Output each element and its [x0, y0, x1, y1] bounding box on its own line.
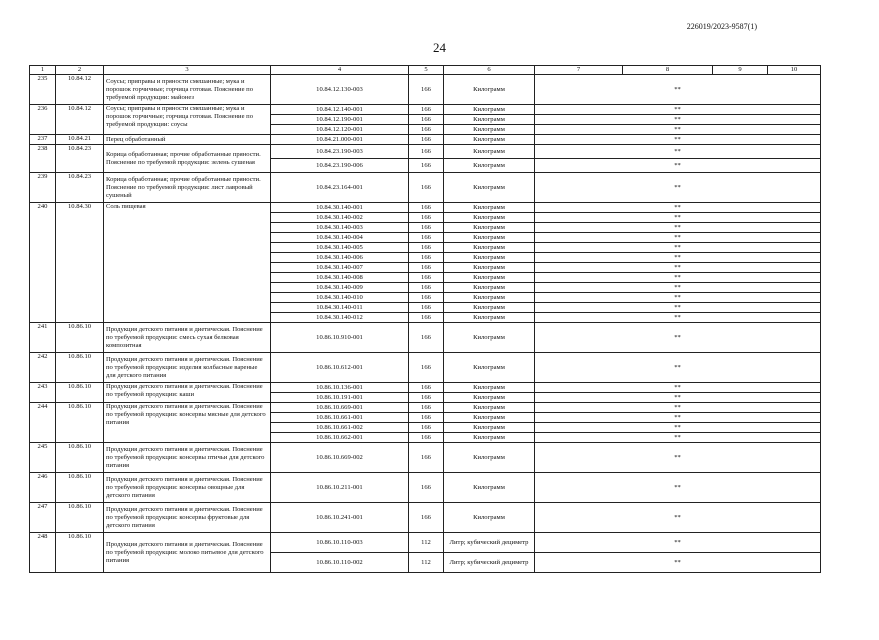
mark-cell: ** — [535, 553, 821, 573]
okei-code: 166 — [409, 159, 444, 173]
ktru-code: 10.84.30.140-003 — [271, 223, 409, 233]
product-description: Продукция детского питания и диетическая. Пояснение по требуемой продукции: каши — [104, 383, 271, 403]
product-description: Соль пищевая — [104, 203, 271, 323]
unit-name: Килограмм — [444, 213, 535, 223]
mark-cell: ** — [535, 213, 821, 223]
okpd-code: 10.84.21 — [56, 135, 104, 145]
mark-cell: ** — [535, 353, 821, 383]
okpd-code: 10.84.12 — [56, 105, 104, 135]
product-description: Соусы; приправы и пряности смешанные; мука и порошок горчичные; горчица готовая. Пояснение по требуемой продукции: майонез — [104, 75, 271, 105]
mark-cell: ** — [535, 263, 821, 273]
ktru-code: 10.84.30.140-002 — [271, 213, 409, 223]
okei-code: 166 — [409, 413, 444, 423]
okei-code: 166 — [409, 243, 444, 253]
product-description: Перец обработанный — [104, 135, 271, 145]
okei-code: 166 — [409, 135, 444, 145]
unit-name: Килограмм — [444, 413, 535, 423]
ktru-code: 10.84.30.140-011 — [271, 303, 409, 313]
mark-cell: ** — [535, 135, 821, 145]
product-description: Продукция детского питания и диетическая. Пояснение по требуемой продукции: консервы овощные для детского питания — [104, 473, 271, 503]
ktru-code: 10.86.10.661-002 — [271, 423, 409, 433]
table-row — [30, 173, 821, 203]
okpd-code: 10.86.10 — [56, 503, 104, 533]
okei-code: 166 — [409, 213, 444, 223]
header-cell: 10 — [768, 66, 821, 75]
okpd-code: 10.86.10 — [56, 403, 104, 443]
mark-cell: ** — [535, 253, 821, 263]
ktru-code: 10.84.30.140-005 — [271, 243, 409, 253]
mark-cell: ** — [535, 473, 821, 503]
okei-code: 166 — [409, 503, 444, 533]
mark-cell: ** — [535, 313, 821, 323]
okpd-code: 10.86.10 — [56, 353, 104, 383]
entry-number: 244 — [30, 403, 56, 443]
okei-code: 112 — [409, 533, 444, 553]
unit-name: Килограмм — [444, 313, 535, 323]
unit-name: Килограмм — [444, 159, 535, 173]
okei-code: 166 — [409, 303, 444, 313]
ktru-code: 10.84.30.140-012 — [271, 313, 409, 323]
header-cell: 5 — [409, 66, 444, 75]
unit-name: Килограмм — [444, 443, 535, 473]
ktru-code: 10.84.23.190-003 — [271, 145, 409, 159]
table-row — [30, 203, 821, 213]
ktru-code: 10.86.10.191-001 — [271, 393, 409, 403]
ktru-code: 10.86.10.136-001 — [271, 383, 409, 393]
ktru-code: 10.84.30.140-007 — [271, 263, 409, 273]
header-cell: 4 — [271, 66, 409, 75]
mark-cell: ** — [535, 303, 821, 313]
okpd-code: 10.86.10 — [56, 323, 104, 353]
unit-name: Килограмм — [444, 243, 535, 253]
ktru-code: 10.86.10.612-001 — [271, 353, 409, 383]
mark-cell: ** — [535, 273, 821, 283]
unit-name: Килограмм — [444, 75, 535, 105]
unit-name: Килограмм — [444, 383, 535, 393]
okei-code: 166 — [409, 323, 444, 353]
unit-name: Килограмм — [444, 393, 535, 403]
header-cell: 9 — [713, 66, 768, 75]
unit-name: Килограмм — [444, 145, 535, 159]
entry-number: 236 — [30, 105, 56, 135]
ktru-code: 10.84.30.140-008 — [271, 273, 409, 283]
mark-cell: ** — [535, 323, 821, 353]
okei-code: 166 — [409, 283, 444, 293]
product-description: Продукция детского питания и диетическая. Пояснение по требуемой продукции: консервы фруктовые для детского питания — [104, 503, 271, 533]
header-cell: 6 — [444, 66, 535, 75]
entry-number: 238 — [30, 145, 56, 173]
table-row — [30, 503, 821, 533]
okei-code: 112 — [409, 553, 444, 573]
ktru-code: 10.86.10.661-001 — [271, 413, 409, 423]
okei-code: 166 — [409, 313, 444, 323]
mark-cell: ** — [535, 533, 821, 553]
unit-name: Килограмм — [444, 105, 535, 115]
mark-cell: ** — [535, 293, 821, 303]
table-row — [30, 533, 821, 553]
mark-cell: ** — [535, 393, 821, 403]
table-row — [30, 135, 821, 145]
header-cell: 1 — [30, 66, 56, 75]
unit-name: Литр; кубический дециметр — [444, 553, 535, 573]
ktru-code: 10.84.23.164-001 — [271, 173, 409, 203]
header-row — [30, 66, 821, 75]
ktru-code: 10.84.30.140-010 — [271, 293, 409, 303]
entry-number: 240 — [30, 203, 56, 323]
unit-name: Килограмм — [444, 173, 535, 203]
ktru-code: 10.86.10.669-001 — [271, 403, 409, 413]
entry-number: 235 — [30, 75, 56, 105]
unit-name: Килограмм — [444, 253, 535, 263]
unit-name: Килограмм — [444, 223, 535, 233]
unit-name: Килограмм — [444, 283, 535, 293]
ktru-code: 10.84.12.140-001 — [271, 105, 409, 115]
mark-cell: ** — [535, 233, 821, 243]
ktru-code: 10.84.30.140-004 — [271, 233, 409, 243]
unit-name: Килограмм — [444, 423, 535, 433]
ktru-code: 10.86.10.662-001 — [271, 433, 409, 443]
table-row — [30, 145, 821, 159]
unit-name: Килограмм — [444, 293, 535, 303]
okei-code: 166 — [409, 253, 444, 263]
okpd-code: 10.84.30 — [56, 203, 104, 323]
mark-cell: ** — [535, 145, 821, 159]
okei-code: 166 — [409, 173, 444, 203]
okpd-code: 10.86.10 — [56, 533, 104, 573]
ktru-code: 10.86.10.669-002 — [271, 443, 409, 473]
okei-code: 166 — [409, 423, 444, 433]
entry-number: 247 — [30, 503, 56, 533]
entry-number: 241 — [30, 323, 56, 353]
product-description: Корица обработанная; прочие обработанные пряности. Пояснение по требуемой продукции: лист лавровый сушеный — [104, 173, 271, 203]
product-description: Продукция детского питания и диетическая. Пояснение по требуемой продукции: изделия колбасные вареные для детского питания — [104, 353, 271, 383]
mark-cell: ** — [535, 115, 821, 125]
mark-cell: ** — [535, 503, 821, 533]
mark-cell: ** — [535, 105, 821, 115]
mark-cell: ** — [535, 243, 821, 253]
table-row — [30, 473, 821, 503]
ktru-code: 10.84.12.190-001 — [271, 115, 409, 125]
entry-number: 246 — [30, 473, 56, 503]
mark-cell: ** — [535, 383, 821, 393]
unit-name: Килограмм — [444, 115, 535, 125]
unit-name: Килограмм — [444, 263, 535, 273]
header-cell: 2 — [56, 66, 104, 75]
okei-code: 166 — [409, 223, 444, 233]
ktru-code: 10.86.10.110-002 — [271, 553, 409, 573]
ktru-code: 10.86.10.110-003 — [271, 533, 409, 553]
mark-cell: ** — [535, 403, 821, 413]
ktru-code: 10.86.10.910-001 — [271, 323, 409, 353]
mark-cell: ** — [535, 283, 821, 293]
product-description: Продукция детского питания и диетическая. Пояснение по требуемой продукции: консервы мясные для детского питания — [104, 403, 271, 443]
table-row — [30, 353, 821, 383]
table-row — [30, 105, 821, 115]
header-cell: 7 — [535, 66, 623, 75]
entry-number: 239 — [30, 173, 56, 203]
ktru-code: 10.84.30.140-006 — [271, 253, 409, 263]
okpd-code: 10.86.10 — [56, 443, 104, 473]
entry-number: 248 — [30, 533, 56, 573]
okei-code: 166 — [409, 115, 444, 125]
product-description: Продукция детского питания и диетическая. Пояснение по требуемой продукции: молоко питьевое для детского питания — [104, 533, 271, 573]
registry-table — [29, 65, 821, 573]
okei-code: 166 — [409, 403, 444, 413]
okei-code: 166 — [409, 393, 444, 403]
mark-cell: ** — [535, 423, 821, 433]
okei-code: 166 — [409, 263, 444, 273]
okei-code: 166 — [409, 233, 444, 243]
table-row — [30, 323, 821, 353]
table-row — [30, 403, 821, 413]
product-description: Корица обработанная; прочие обработанные пряности. Пояснение по требуемой продукции: зелень сушеная — [104, 145, 271, 173]
mark-cell: ** — [535, 413, 821, 423]
mark-cell: ** — [535, 75, 821, 105]
registry-table-body — [30, 66, 821, 573]
okei-code: 166 — [409, 125, 444, 135]
okei-code: 166 — [409, 383, 444, 393]
ktru-code: 10.84.21.000-001 — [271, 135, 409, 145]
okei-code: 166 — [409, 353, 444, 383]
mark-cell: ** — [535, 173, 821, 203]
entry-number: 242 — [30, 353, 56, 383]
product-description: Продукция детского питания и диетическая. Пояснение по требуемой продукции: консервы птичьи для детского питания — [104, 443, 271, 473]
unit-name: Килограмм — [444, 503, 535, 533]
table-row — [30, 443, 821, 473]
header-cell: 3 — [104, 66, 271, 75]
okpd-code: 10.84.23 — [56, 173, 104, 203]
document-id: 226019/2023-9587(1) — [686, 22, 757, 31]
ktru-code: 10.86.10.211-001 — [271, 473, 409, 503]
unit-name: Килограмм — [444, 473, 535, 503]
unit-name: Килограмм — [444, 125, 535, 135]
okei-code: 166 — [409, 293, 444, 303]
ktru-code: 10.84.12.120-001 — [271, 125, 409, 135]
okei-code: 166 — [409, 443, 444, 473]
unit-name: Килограмм — [444, 403, 535, 413]
okei-code: 166 — [409, 473, 444, 503]
okpd-code: 10.84.23 — [56, 145, 104, 173]
okei-code: 166 — [409, 105, 444, 115]
mark-cell: ** — [535, 223, 821, 233]
ktru-code: 10.84.30.140-009 — [271, 283, 409, 293]
okpd-code: 10.86.10 — [56, 473, 104, 503]
unit-name: Литр; кубический дециметр — [444, 533, 535, 553]
mark-cell: ** — [535, 125, 821, 135]
product-description: Продукция детского питания и диетическая. Пояснение по требуемой продукции: смесь сухая белковая композитная — [104, 323, 271, 353]
unit-name: Килограмм — [444, 353, 535, 383]
ktru-code: 10.86.10.241-001 — [271, 503, 409, 533]
okpd-code: 10.86.10 — [56, 383, 104, 403]
okei-code: 166 — [409, 273, 444, 283]
okei-code: 166 — [409, 433, 444, 443]
entry-number: 243 — [30, 383, 56, 403]
mark-cell: ** — [535, 203, 821, 213]
entry-number: 245 — [30, 443, 56, 473]
unit-name: Килограмм — [444, 433, 535, 443]
table-row — [30, 75, 821, 105]
unit-name: Килограмм — [444, 303, 535, 313]
unit-name: Килограмм — [444, 233, 535, 243]
unit-name: Килограмм — [444, 135, 535, 145]
ktru-code: 10.84.30.140-001 — [271, 203, 409, 213]
mark-cell: ** — [535, 443, 821, 473]
unit-name: Килограмм — [444, 273, 535, 283]
okei-code: 166 — [409, 145, 444, 159]
okei-code: 166 — [409, 203, 444, 213]
product-description: Соусы; приправы и пряности смешанные; мука и порошок горчичные; горчица готовая. Пояснение по требуемой продукции: соусы — [104, 105, 271, 135]
ktru-code: 10.84.12.130-003 — [271, 75, 409, 105]
header-cell: 8 — [623, 66, 713, 75]
page-number: 24 — [433, 40, 446, 55]
okei-code: 166 — [409, 75, 444, 105]
entry-number: 237 — [30, 135, 56, 145]
ktru-code: 10.84.23.190-006 — [271, 159, 409, 173]
unit-name: Килограмм — [444, 203, 535, 213]
table-row — [30, 383, 821, 393]
okpd-code: 10.84.12 — [56, 75, 104, 105]
unit-name: Килограмм — [444, 323, 535, 353]
mark-cell: ** — [535, 159, 821, 173]
mark-cell: ** — [535, 433, 821, 443]
